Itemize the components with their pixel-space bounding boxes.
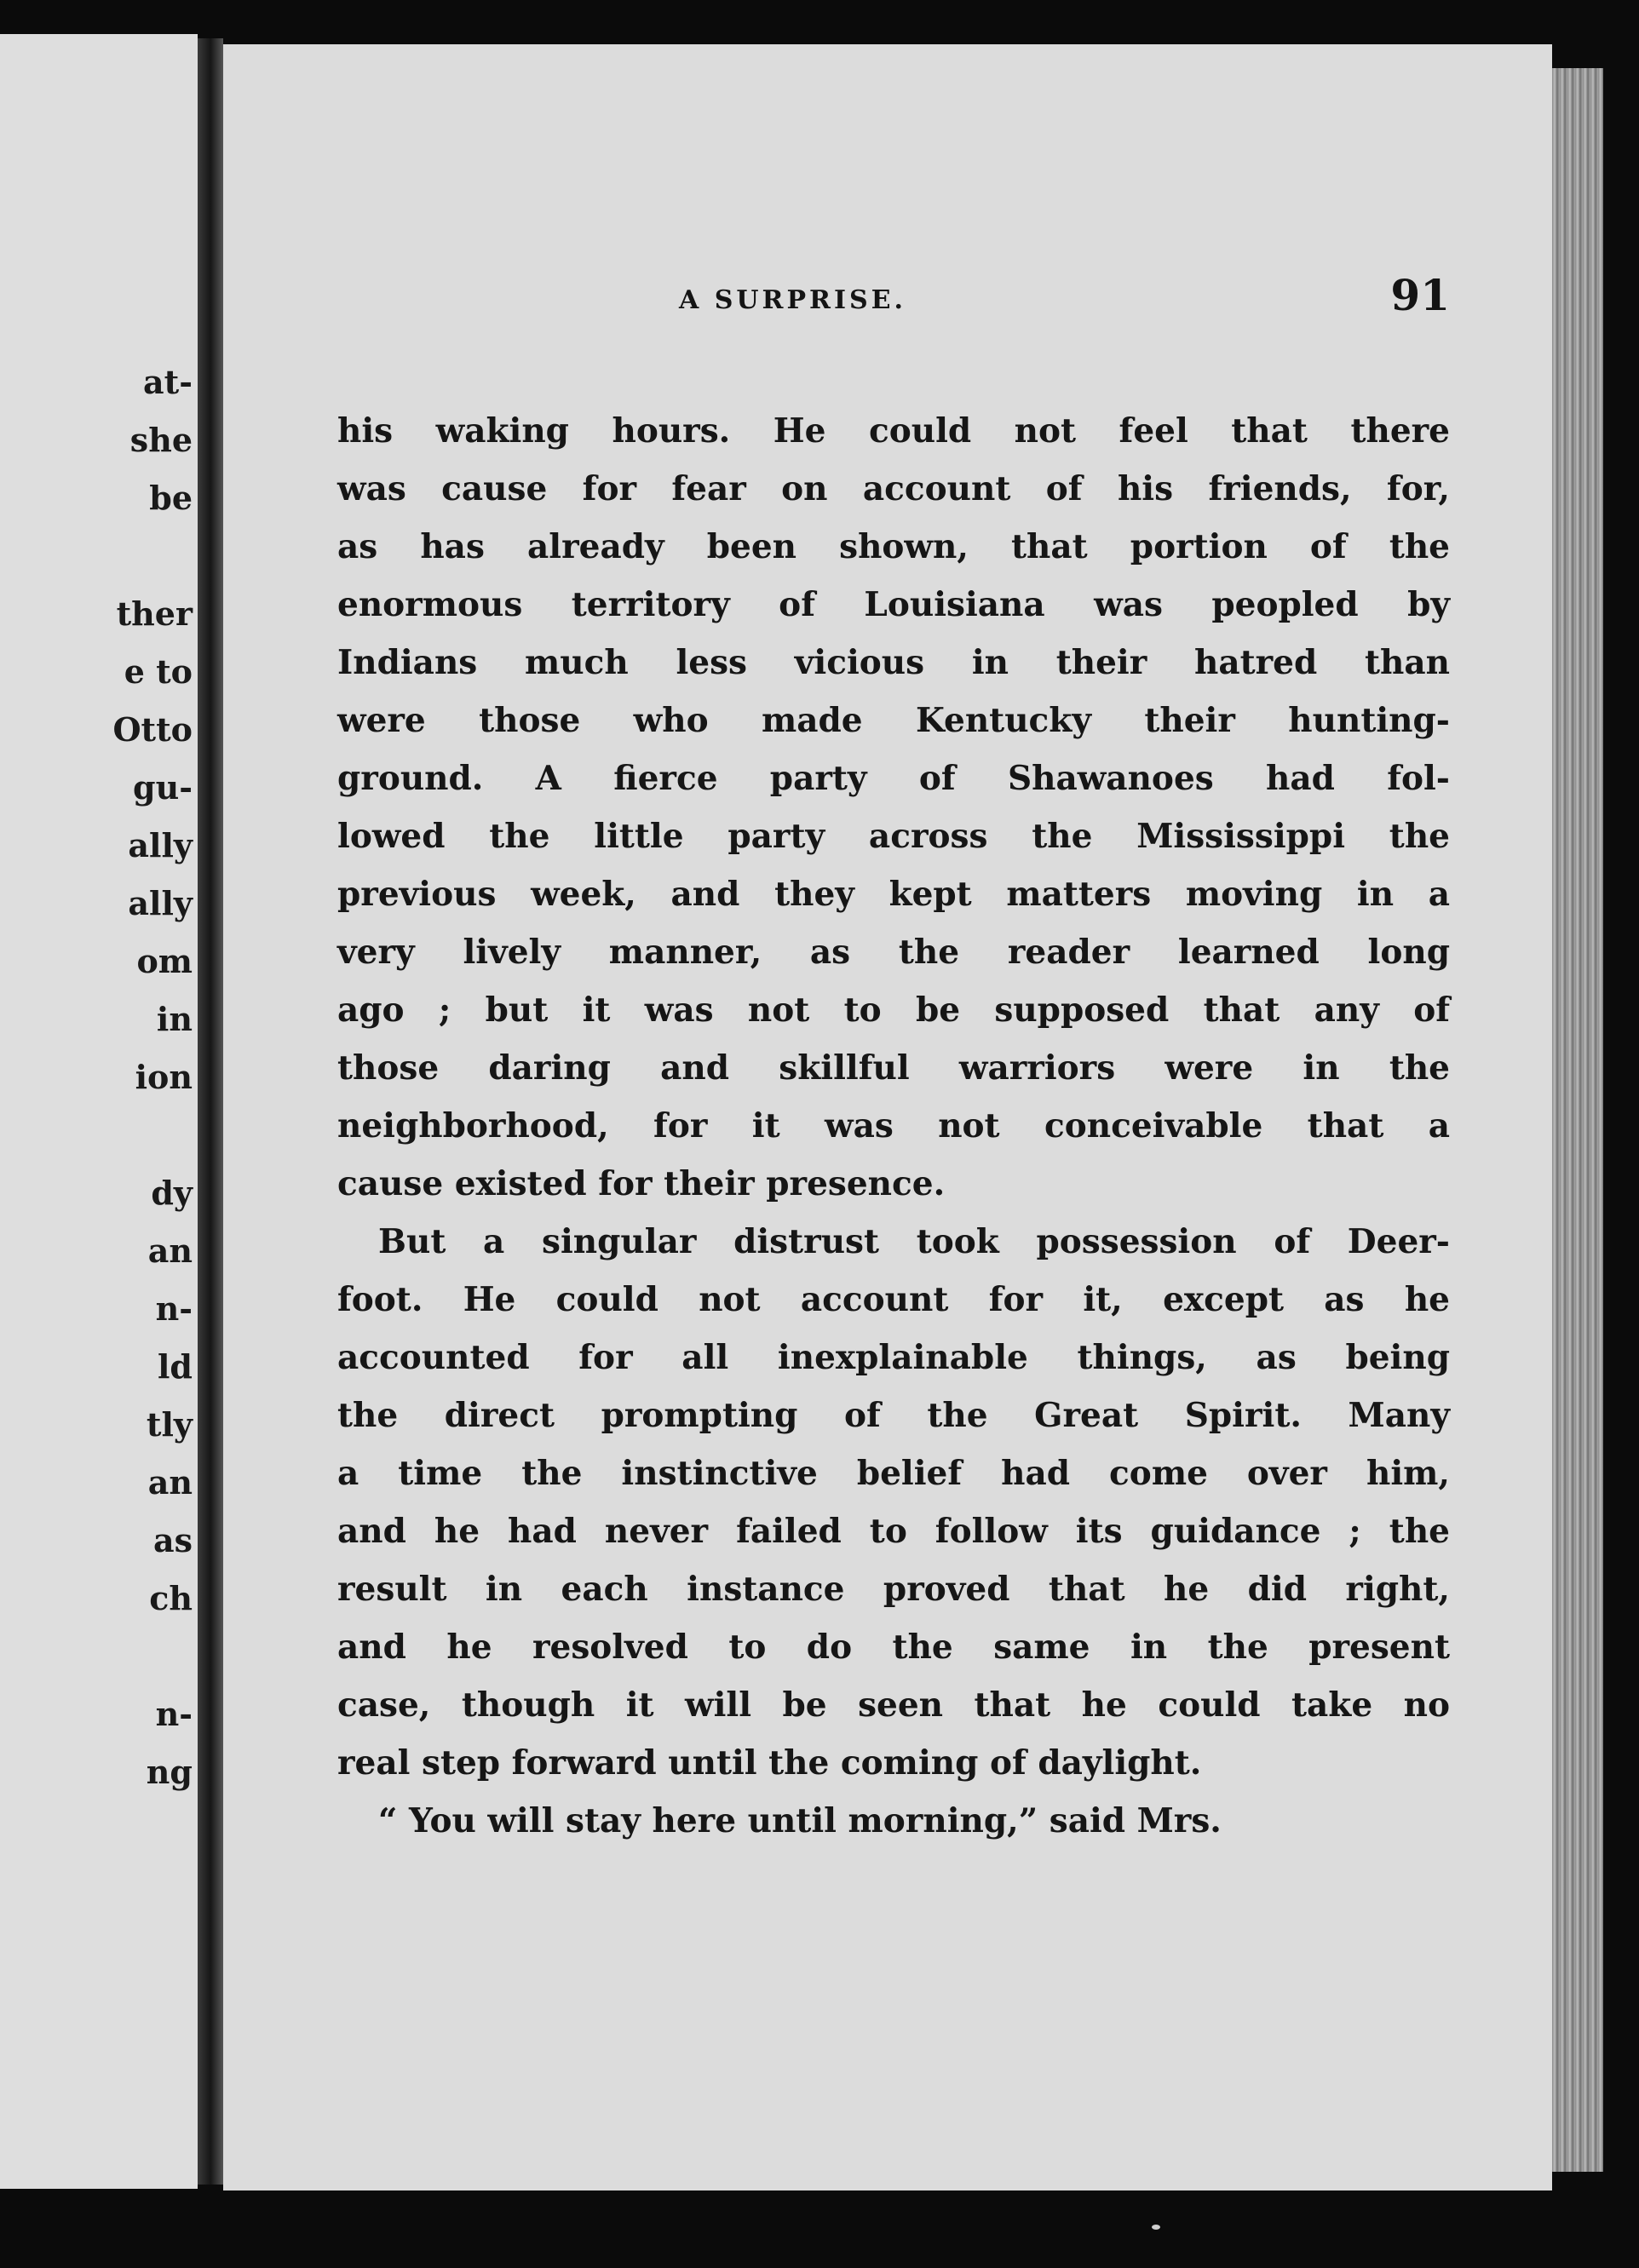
paragraph (337, 402, 1450, 1213)
facing-page-fragment: at- (143, 363, 193, 401)
facing-page-fragment: an (147, 1232, 193, 1270)
facing-page-fragment (22, 527, 193, 585)
page-number: 91 (1390, 270, 1450, 320)
facing-page-fragment: she (129, 421, 193, 459)
page-header (223, 270, 1450, 330)
running-head: A SURPRISE. (679, 285, 906, 315)
scan-speck (1152, 2225, 1160, 2230)
paragraph (337, 1213, 1450, 1792)
text-line: and he resolved to do the same in the present (337, 1628, 1450, 1667)
text-line: his waking hours. He could not feel that there (337, 411, 1450, 451)
book-gutter (198, 38, 223, 2185)
facing-page-fragment: ally (128, 884, 193, 922)
text-line: ago ; but it was not to be supposed that any of (337, 990, 1450, 1030)
facing-page-fragment (22, 1628, 193, 1685)
text-line: previous week, and they kept matters moving in a (337, 875, 1450, 914)
facing-page-fragment: ng (146, 1753, 193, 1791)
paragraph (337, 1792, 1450, 1850)
text-line: real step forward until the coming of daylight. (337, 1743, 1202, 1783)
text-line: a time the instinctive belief had come over him, (337, 1454, 1450, 1493)
text-line: Indians much less vicious in their hatred than (337, 643, 1450, 682)
facing-page-fragment: in (156, 1000, 193, 1038)
text-line: were those who made Kentucky their hunting- (337, 701, 1450, 740)
facing-page-fragment (22, 1106, 193, 1164)
facing-page-left (0, 34, 198, 2189)
facing-page-fragment: dy (151, 1174, 193, 1212)
facing-page-fragment: ld (157, 1347, 193, 1386)
text-line: “ You will stay here until morning,” said Mrs. (378, 1801, 1222, 1840)
facing-page-fragment: ther (116, 594, 193, 633)
page-edges (1552, 68, 1603, 2172)
facing-page-fragment: e to (124, 652, 193, 691)
text-line: accounted for all inexplainable things, as being (337, 1338, 1450, 1377)
text-line: case, though it will be seen that he could take no (337, 1685, 1450, 1725)
text-line: lowed the little party across the Mississippi the (337, 817, 1450, 856)
book-page (223, 44, 1552, 2190)
text-line: very lively manner, as the reader learned long (337, 933, 1450, 972)
facing-page-fragment: ally (128, 826, 193, 864)
facing-page-fragment: be (149, 479, 193, 517)
text-line: neighborhood, for it was not conceivable that a (337, 1106, 1450, 1145)
facing-page-fragment: Otto (112, 710, 193, 749)
text-line: foot. He could not account for it, except as he (337, 1280, 1450, 1319)
text-line: But a singular distrust took possession of Deer- (378, 1222, 1450, 1261)
facing-page-fragment: n- (155, 1695, 193, 1733)
facing-page-fragment: gu- (133, 768, 193, 807)
text-line: cause existed for their presence. (337, 1164, 946, 1203)
facing-page-fragment: ion (135, 1058, 193, 1096)
text-line: those daring and skillful warriors were in the (337, 1048, 1450, 1088)
facing-page-line-fragments (22, 353, 193, 1801)
facing-page-fragment: an (147, 1463, 193, 1501)
page-body-text (337, 402, 1450, 1850)
facing-page-fragment: om (136, 942, 193, 980)
text-line: enormous territory of Louisiana was peopled by (337, 585, 1450, 624)
text-line: ground. A fierce party of Shawanoes had fol- (337, 759, 1450, 798)
text-line: result in each instance proved that he did right, (337, 1570, 1450, 1609)
text-line: was cause for fear on account of his friends, for, (337, 469, 1450, 508)
text-line: the direct prompting of the Great Spirit. Many (337, 1396, 1450, 1435)
facing-page-fragment: n- (155, 1289, 193, 1328)
facing-page-fragment: as (152, 1521, 193, 1559)
facing-page-fragment: ch (149, 1579, 193, 1617)
facing-page-fragment: tly (146, 1405, 193, 1444)
text-line: as has already been shown, that portion of the (337, 527, 1450, 566)
text-line: and he had never failed to follow its guidance ; the (337, 1512, 1450, 1551)
